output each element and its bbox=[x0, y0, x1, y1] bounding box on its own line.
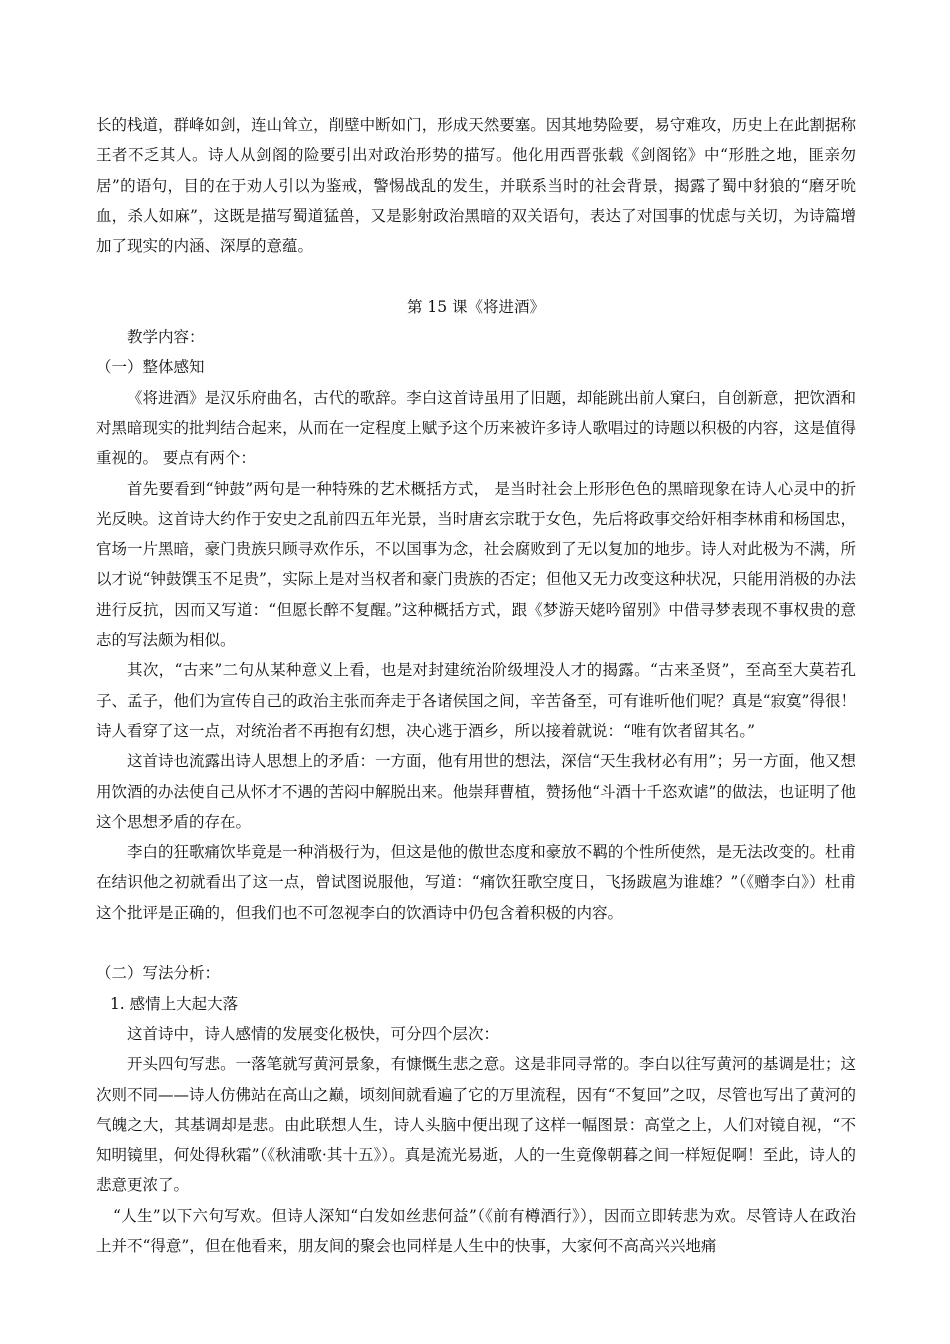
section-heading-overall: （一）整体感知 bbox=[96, 358, 205, 377]
section-heading-writing: （二）写法分析： bbox=[96, 964, 221, 983]
paragraph: 这首诗也流露出诗人思想上的矛盾：一方面，他有用世的想法，深信“天生我材必有用”；另一方面，他又想用饮酒的办法使自己从怀才不遇的苦闷中解脱出来。他崇拜曹植，赞扬他“斗酒十千恣欢谑”的做法，也证明了他这个思想矛盾的存在。 bbox=[96, 752, 856, 831]
paragraph: 李白的狂歌痛饮毕竟是一种消极行为，但这是他的傲世态度和豪放不羁的个性所使然，是无法改变的。杜甫在结识他之初就看出了这一点，曾试图说服他，写道：“痛饮狂歌空度日，飞扬跋扈为谁雄？”（《赠李白》）杜甫这个批评是正确的，但我们也不可忽视李白的饮酒诗中仍包含着积极的内容。 bbox=[96, 843, 856, 922]
paragraph: 《将进酒》是汉乐府曲名，古代的歌辞。李白这首诗虽用了旧题，却能跳出前人窠臼，自创新意，把饮酒和对黑暗现实的批判结合起来，从而在一定程度上赋予这个历来被许多诗人歌唱过的诗题以积极的内容，这是值得重视的。 要点有两个： bbox=[96, 388, 856, 468]
lesson-title: 第 15 课《将进酒》 bbox=[406, 297, 546, 316]
teaching-content-label: 教学内容： bbox=[127, 328, 205, 347]
paragraph: “人生”以下六句写欢。但诗人深知“白发如丝悲何益”（《前有樽酒行》），因而立即转悲为欢。尽管诗人在政治上并不“得意”，但在他看来，朋友间的聚会也同样是人生中的快事，大家何不高高兴兴地痛 bbox=[96, 1206, 856, 1255]
paragraph: 开头四句写悲。一落笔就写黄河景象，有慷慨生悲之意。这是非同寻常的。李白以往写黄河的基调是壮；这次则不同——诗人仿佛站在高山之巅，顷刻间就看遍了它的万里流程，因有“不复回”之叹，尽管也写出了黄河的气魄之大，其基调却是悲。由此联想人生，诗人头脑中便出现了这样一幅图景：高堂之上，人们对镜自视，“不知明镜里，何处得秋霜”（《秋浦歌·其十五》）。真是流光易逝，人的一生竟像朝暮之间一样短促啊！至此，诗人的悲意更浓了。 bbox=[96, 1055, 856, 1195]
spacer bbox=[96, 261, 856, 291]
paragraph: 其次，“古来”二句从某种意义上看，也是对封建统治阶级埋没人才的揭露。“古来圣贤”，至高至大莫若孔子、孟子，他们为宣传自己的政治主张而奔走于各诸侯国之间，辛苦备至，可有谁听他们呢？真是“寂寞”得很！诗人看穿了这一点，对统治者不再抱有幻想，决心逃于酒乡，所以接着就说：“唯有饮者留其名。” bbox=[96, 661, 856, 740]
subsection-heading: 1. 感情上大起大落 bbox=[109, 994, 239, 1013]
paragraph: 这首诗中，诗人感情的发展变化极快，可分四个层次： bbox=[127, 1024, 500, 1043]
document-page bbox=[96, 110, 856, 1261]
intro-paragraph: 长的栈道，群峰如剑，连山耸立，削壁中断如门，形成天然要塞。因其地势险要，易守难攻，历史上在此割据称王者不乏其人。诗人从剑阁的险要引出对政治形势的描写。他化用西晋张载《剑阁铭》中“形胜之地，匪亲勿居”的语句，目的在于劝人引以为鉴戒，警惕战乱的发生，并联系当时的社会背景，揭露了蜀中豺狼的“磨牙吮血，杀人如麻”，这既是描写蜀道猛兽，又是影射政治黑暗的双关语句，表达了对国事的忧虑与关切，为诗篇增加了现实的内涵、深厚的意蕴。 bbox=[96, 116, 856, 256]
paragraph: 首先要看到“钟鼓”两句是一种特殊的艺术概括方式， 是当时社会上形形色色的黑暗现象在诗人心灵中的折光反映。这首诗大约作于安史之乱前四五年光景，当时唐玄宗耽于女色，先后将政事交给奸相李林甫和杨国忠，官场一片黑暗，豪门贵族只顾寻欢作乐，不以国事为念，社会腐败到了无以复加的地步。诗人对此极为不满，所以才说“钟鼓馔玉不足贵”，实际上是对当权者和豪门贵族的否定；但他又无力改变这种状况，只能用消极的办法进行反抗，因而又写道：“但愿长醉不复醒。”这种概括方式，跟《梦游天姥吟留别》中借寻梦表现不事权贵的意志的写法颇为相似。 bbox=[96, 479, 856, 650]
spacer bbox=[96, 928, 856, 958]
